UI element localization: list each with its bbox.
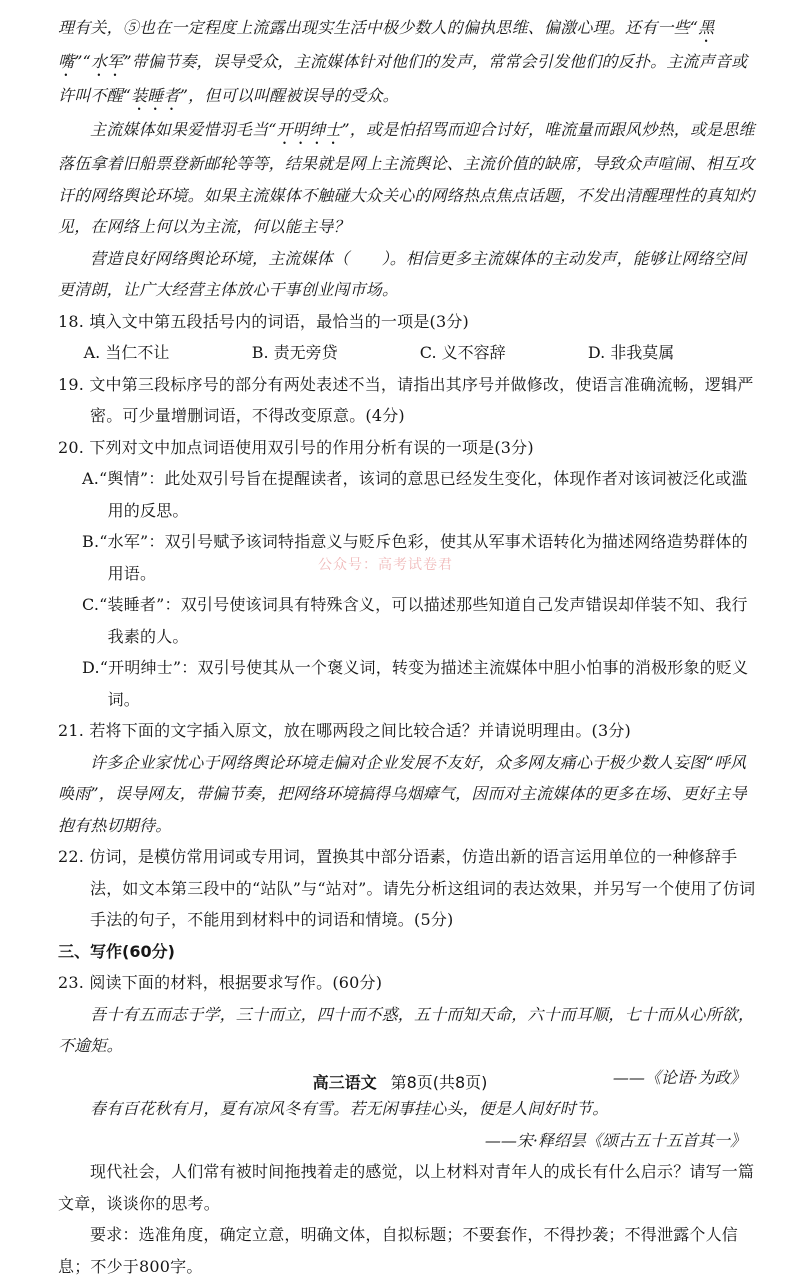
choice-d: D. 非我莫属 bbox=[587, 343, 675, 362]
dotted-word-heizui: 黑嘴 bbox=[58, 18, 715, 71]
choice-b: B. 责无旁贷 bbox=[251, 343, 338, 362]
question-20-option-d: D.“开明绅士”：双引号使其从一个褒义词，转变为描述主流媒体中胆小怕事的消极形象的贬义词。 bbox=[82, 658, 749, 709]
question-20-option-b: B.“水军”：双引号赋予该词特指意义与贬斥色彩，使其从军事术语转化为描述网络造势群体的用语。 bbox=[82, 532, 748, 583]
section-writing-heading: 三、写作(60分) bbox=[58, 941, 175, 961]
footer-page-number: 第8页(共8页) bbox=[390, 1073, 488, 1092]
page-footer bbox=[0, 1070, 800, 1093]
question-20-option-c: C.“装睡者”：双引号使该词具有特殊含义，可以描述那些知道自己发声错误却佯装不知、我行我素的人。 bbox=[82, 595, 748, 646]
question-19-stem: 19. 文中第三段标序号的部分有两处表述不当，请指出其序号并做修改，使语言准确流畅，逻辑严密。可少量增删词语，不得改变原意。(4分) bbox=[58, 374, 754, 425]
passage-continued: 理有关，⑤也在一定程度上流露出现实生活中极少数人的偏执思维、偏激心理。还有一些“黑嘴”“水军”带偏节奏，误导受众，主流媒体针对他们的发声，常常会引发他们的反扑。主流声音或许叫不醒“装睡者”，但可以叫醒被误导的受众。 bbox=[58, 18, 748, 105]
question-20-option-a: A.“舆情”：此处双引号旨在提醒读者，该词的意思已经发生变化，体现作者对该词被泛化或滥用的反思。 bbox=[82, 469, 748, 520]
question-21-stem: 21. 若将下面的文字插入原文，放在哪两段之间比较合适？并请说明理由。(3分) bbox=[58, 721, 631, 740]
question-18-choices bbox=[58, 337, 756, 369]
question-23-stem: 23. 阅读下面的材料，根据要求写作。(60分) bbox=[58, 973, 383, 992]
question-23-prompt: 现代社会，人们常有被时间拖拽着走的感觉，以上材料对青年人的成长有什么启示？请写一篇文章，谈谈你的思考。 bbox=[58, 1162, 755, 1213]
footer-subject: 高三语文 bbox=[312, 1073, 377, 1092]
question-23-quote-1: 吾十有五而志于学，三十而立，四十而不惑，五十而知天命，六十而耳顺，七十而从心所欲，不逾矩。 bbox=[58, 1004, 755, 1055]
question-21-insert-text: 许多企业家忧心于网络舆论环境走偏对企业发展不友好，众多网友痛心于极少数人妄图“呼风唤雨”，误导网友，带偏节奏，把网络环境搞得乌烟瘴气，因而对主流媒体的更多在场、更好主导抱有热切期待。 bbox=[58, 752, 747, 835]
question-23-source-2: ——宋·释绍昙《颂古五十五首其一》 bbox=[484, 1130, 746, 1150]
dotted-word-zhuangshuizhe: 装睡者 bbox=[131, 86, 180, 105]
question-23-requirements: 要求：选准角度，确定立意，明确文体，自拟标题；不要套作，不得抄袭；不得泄露个人信息；不少于800字。 bbox=[58, 1225, 739, 1276]
dotted-word-kaimingshenshi: 开明绅士 bbox=[276, 120, 342, 139]
question-22-stem: 22. 仿词，是模仿常用词或专用词，置换其中部分语素，仿造出新的语言运用单位的一种修辞手法，如文本第三段中的“站队”与“站对”。请先分析这组词的表达效果，并另写一个使用了仿词手法的句子，不能用到材料中的词语和情境。(5分) bbox=[58, 847, 756, 929]
question-18-stem: 18. 填入文中第五段括号内的词语，最恰当的一项是(3分) bbox=[58, 311, 469, 331]
dotted-word-shuijun: 水军 bbox=[90, 52, 124, 71]
choice-a: A. 当仁不让 bbox=[83, 343, 170, 362]
watermark-text: 公众号：高考试卷君 bbox=[318, 557, 453, 573]
passage-paragraph-5: 营造良好网络舆论环境，主流媒体（ ）。相信更多主流媒体的主动发声，能够让网络空间更清朗，让广大经营主体放心干事创业闯市场。 bbox=[58, 248, 747, 299]
question-20-stem: 20. 下列对文中加点词语使用双引号的作用分析有误的一项是(3分) bbox=[58, 437, 534, 457]
passage-paragraph-4: 主流媒体如果爱惜羽毛当“开明绅士”，或是怕招骂而迎合讨好，唯流量而跟风炒热，或是思维落伍拿着旧船票登新邮轮等等，结果就是网上主流舆论、主流价值的缺席，导致众声喧闹、相互攻讦的网络舆论环境。如果主流媒体不触碰大众关心的网络热点焦点话题，不发出清醒理性的真知灼见，在网络上何以为主流，何以能主导？ bbox=[58, 120, 755, 236]
question-23-source-1: ——《论语·为政》 bbox=[612, 1067, 746, 1087]
choice-c: C. 义不容辞 bbox=[419, 343, 506, 362]
question-23-quote-2: 春有百花秋有月，夏有凉风冬有雪。若无闲事挂心头，便是人间好时节。 bbox=[90, 1099, 609, 1118]
